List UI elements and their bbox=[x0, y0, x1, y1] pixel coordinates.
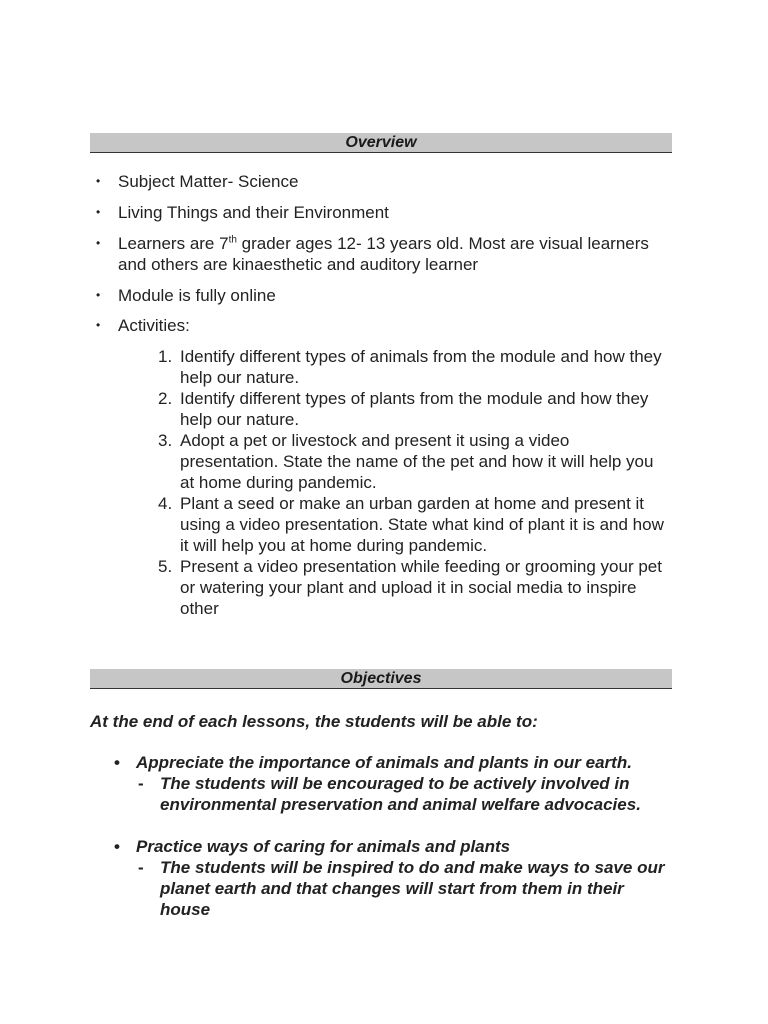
objective-item bbox=[90, 752, 672, 815]
objective-sub: - The students will be inspired to do and make ways to save our planet earth and that changes will start from them in their house bbox=[138, 858, 665, 919]
dash-icon: - bbox=[138, 774, 144, 793]
dash-icon: - bbox=[138, 858, 144, 877]
objective-item bbox=[90, 836, 672, 920]
objective-title: Appreciate the importance of animals and plants in our earth. bbox=[136, 753, 632, 772]
objectives-intro: At the end of each lessons, the students will be able to: bbox=[90, 712, 538, 731]
activity-item: 2. Identify different types of plants from the module and how they help our nature. bbox=[158, 389, 649, 429]
overview-list bbox=[90, 171, 672, 336]
activity-item: 5. Present a video presentation while feeding or grooming your pet or watering your plant and upload it in social media to inspire other bbox=[158, 557, 662, 618]
overview-bullet-activities: • Activities: bbox=[96, 316, 190, 335]
bullet-dot-icon: • bbox=[96, 174, 101, 188]
objectives-list bbox=[90, 752, 672, 920]
activities-list bbox=[90, 346, 672, 619]
overview-bullet-topic: • Living Things and their Environment bbox=[96, 203, 389, 222]
activity-item: 4. Plant a seed or make an urban garden at home and present it using a video presentation. State what kind of plant it is and how it will help you at home during pandemic. bbox=[158, 494, 664, 555]
overview-bullet-module: • Module is fully online bbox=[96, 286, 276, 305]
activity-item: 1. Identify different types of animals from the module and how they help our nature. bbox=[158, 347, 662, 387]
bullet-dot-icon: • bbox=[114, 753, 120, 772]
overview-bullet-learners: • Learners are 7th grader ages 12- 13 years old. Most are visual learners and others are kinaesthetic and auditory learner bbox=[96, 234, 649, 274]
document-page bbox=[90, 133, 672, 920]
overview-heading: Overview bbox=[345, 134, 417, 151]
bullet-dot-icon: • bbox=[114, 837, 120, 856]
bullet-dot-icon: • bbox=[96, 318, 101, 332]
bullet-dot-icon: • bbox=[96, 288, 101, 302]
objective-sub: - The students will be encouraged to be actively involved in environmental preservation and animal welfare advocacies. bbox=[138, 774, 641, 814]
activity-item: 3. Adopt a pet or livestock and present it using a video presentation. State the name of the pet and how it will help you at home during pandemic. bbox=[158, 431, 654, 492]
bullet-dot-icon: • bbox=[96, 236, 101, 250]
objectives-heading: Objectives bbox=[340, 670, 422, 687]
overview-heading-bar bbox=[90, 133, 672, 153]
bullet-dot-icon: • bbox=[96, 205, 101, 219]
objectives-heading-bar bbox=[90, 669, 672, 689]
overview-bullet-subject: • Subject Matter- Science bbox=[96, 172, 299, 191]
objective-title: Practice ways of caring for animals and plants bbox=[136, 837, 511, 856]
